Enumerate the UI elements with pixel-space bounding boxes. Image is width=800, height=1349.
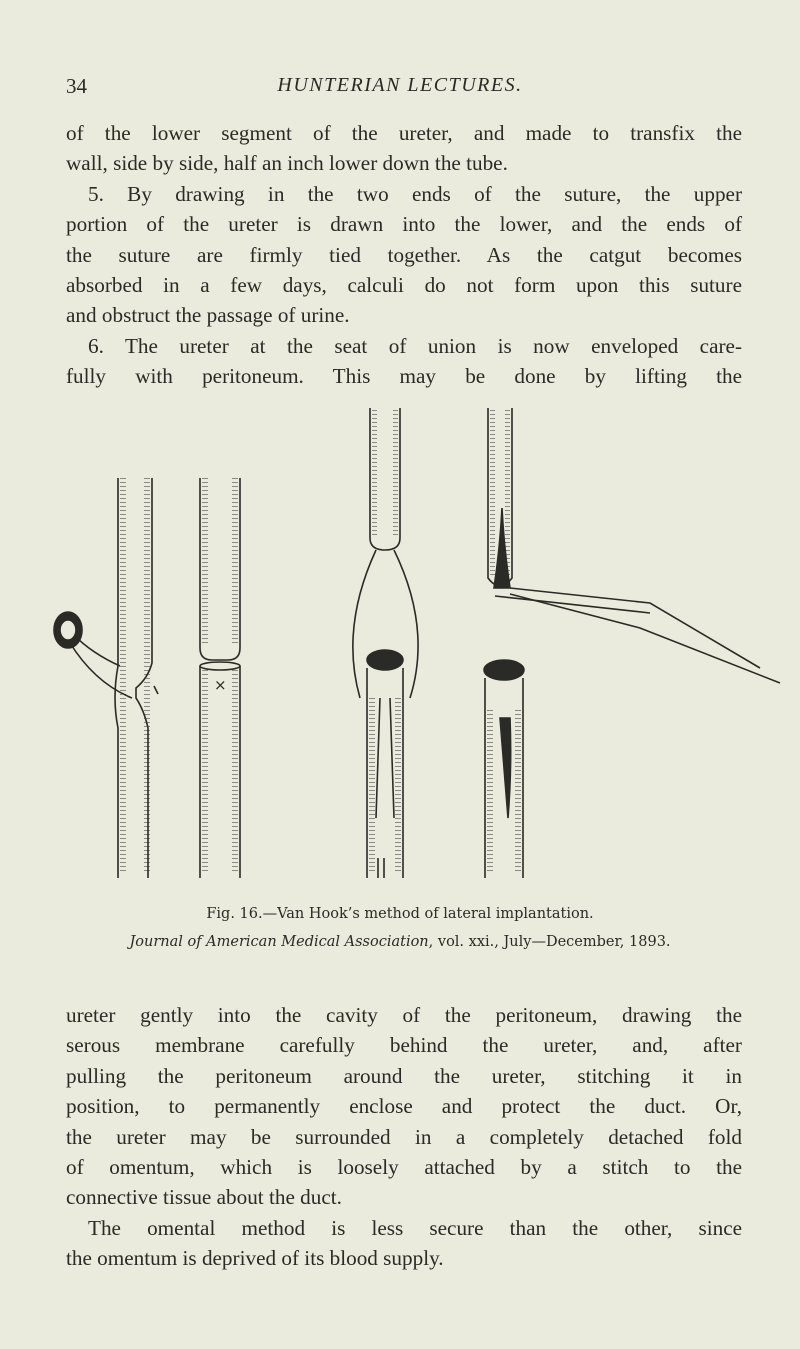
body-text-top	[66, 118, 742, 392]
figure-caption: Fig. 16.—Van Hook’s method of lateral implantation.	[206, 906, 594, 922]
text-line: wall, side by side, half an inch lower down the tube.	[66, 151, 508, 176]
panel-1-ureter	[54, 478, 158, 878]
text-line: portion of the ureter is drawn into the lower, and the ends of	[66, 212, 742, 237]
page-number: 34	[66, 74, 87, 98]
text-line: absorbed in a few days, calculi do not form upon this suture	[66, 273, 742, 298]
source-details: , vol. xxi., July—December, 1893.	[428, 934, 671, 950]
text-line: position, to permanently enclose and protect the duct. Or,	[66, 1094, 742, 1119]
page-header	[0, 74, 800, 104]
text-line: connective tissue about the duct.	[66, 1185, 342, 1210]
text-line: 5. By drawing in the two ends of the suture, the upper	[88, 181, 742, 206]
text-line: fully with peritoneum. This may be done by lifting the	[66, 364, 742, 389]
text-line: of the lower segment of the ureter, and made to transfix the	[66, 121, 742, 145]
text-line: the ureter may be surrounded in a completely detached fold	[66, 1124, 742, 1149]
running-title: HUNTERIAN LECTURES.	[277, 74, 523, 96]
text-line: the suture are firmly tied together. As the catgut becomes	[66, 242, 742, 267]
body-text-bottom	[66, 1000, 742, 1274]
figure-illustration	[40, 398, 800, 898]
text-line: pulling the peritoneum around the ureter, stitching it in	[66, 1063, 742, 1088]
text-line: and obstruct the passage of urine.	[66, 303, 350, 328]
panel-3-drawing-in	[353, 408, 418, 878]
text-line: The omental method is less secure than the other, since	[88, 1215, 742, 1240]
text-line: 6. The ureter at the seat of union is now enveloped care-	[88, 333, 742, 358]
figure-source	[0, 934, 800, 950]
text-line: serous membrane carefully behind the ureter, and, after	[66, 1033, 742, 1058]
panel-4-suture-forceps	[484, 408, 780, 878]
source-journal: Journal of American Medical Association	[129, 934, 429, 950]
ureter-implantation-drawing	[40, 398, 800, 898]
text-line: ureter gently into the cavity of the peritoneum, drawing the	[66, 1003, 742, 1027]
text-line: of omentum, which is loosely attached by a stitch to the	[66, 1155, 742, 1180]
marker-x-label: ×	[214, 676, 227, 694]
text-line: the omentum is deprived of its blood supply.	[66, 1246, 444, 1271]
